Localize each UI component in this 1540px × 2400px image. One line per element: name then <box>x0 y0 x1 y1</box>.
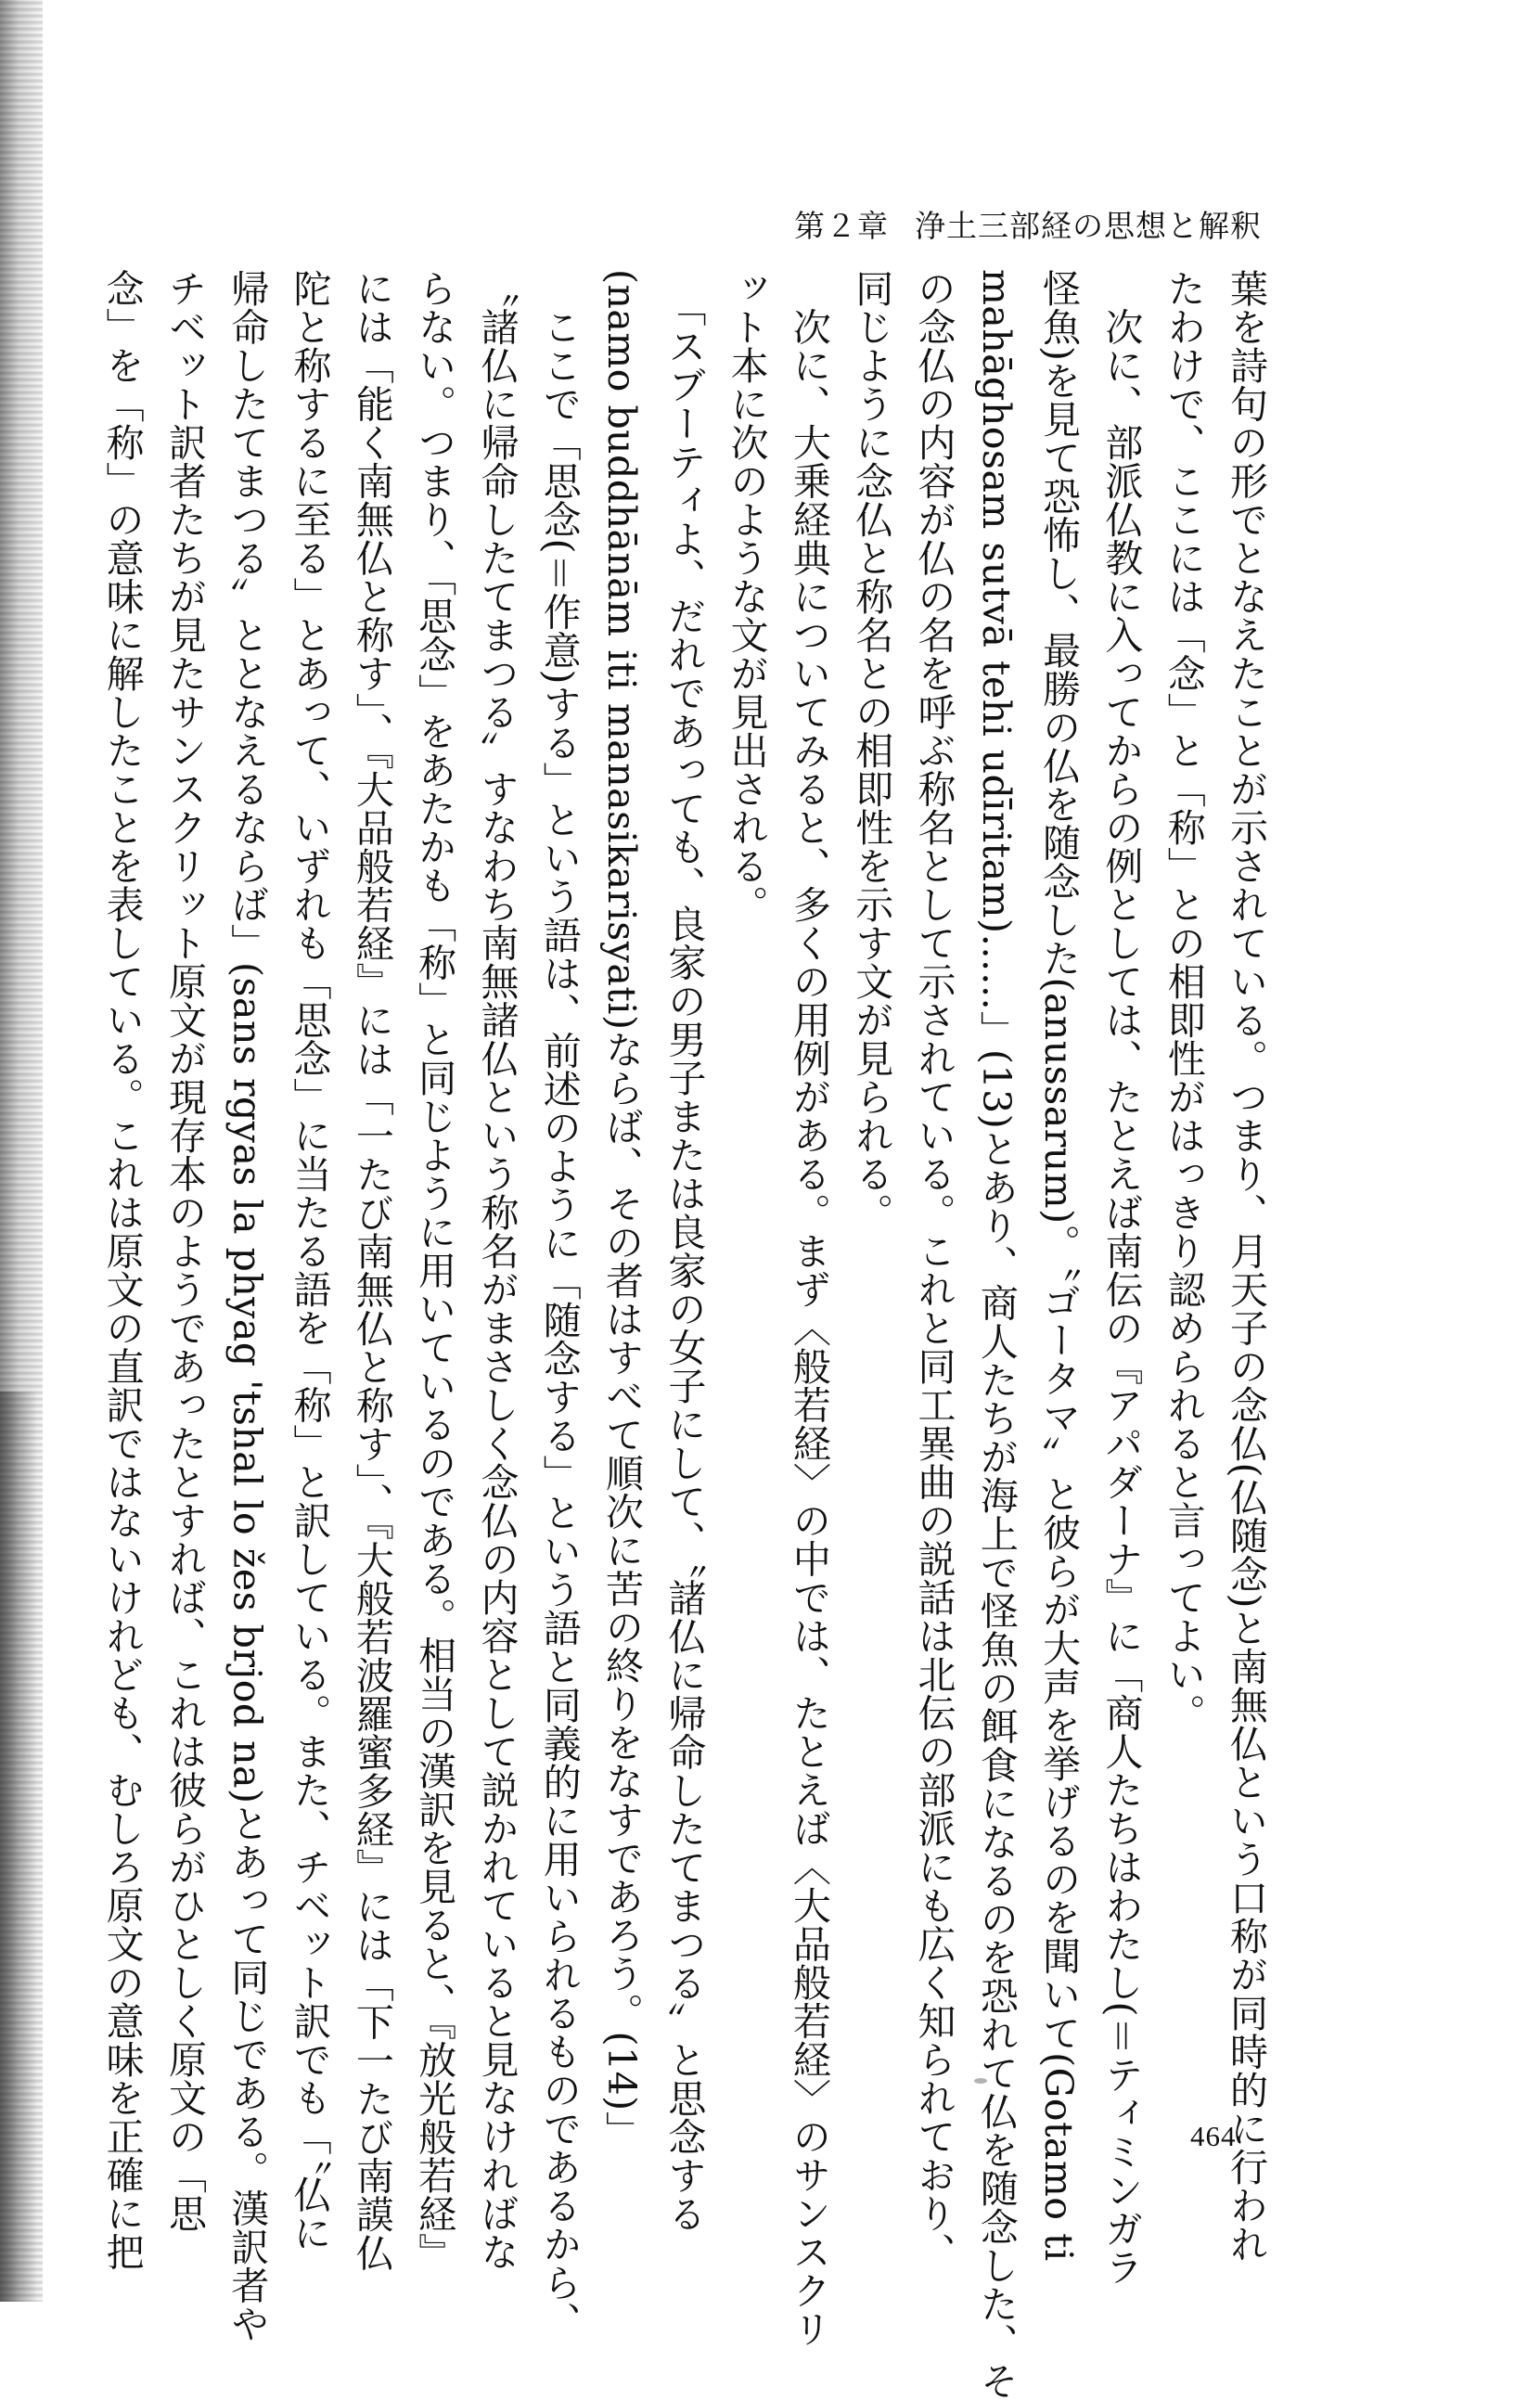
text-line: 陀と称するに至る」とあって、いずれも「思念」に当たる語を「称」と訳している。また、チベット訳でも「〝仏に <box>287 269 332 2252</box>
text-line: 次に、部派仏教に入ってからの例としては、たとえば南伝の『アパダーナ』に「商人たちはわたし(＝ティミンガラ <box>1098 269 1144 2287</box>
scan-smudge <box>974 2078 987 2084</box>
chapter-title: 浄土三部経の思想と解釈 <box>915 208 1262 244</box>
text-line: mahāghosam sutvā tehi udīritam)……」(13)とあり、商人たちが海上で怪魚の餌食になるのを恐れて仏を随念した、そ <box>973 269 1019 2400</box>
text-line: の念仏の内容が仏の名を呼ぶ称名として示されている。これと同工異曲の説話は北伝の部派にも広く知られており、 <box>911 269 956 2271</box>
text-line: 〝諸仏に帰命したてまつる〟すなわち南無諸仏という称名がまさしく念仏の内容として説かれていると見なければな <box>474 269 520 2271</box>
chapter-number: 第２章 <box>794 208 889 244</box>
page-number: 464 <box>1190 2120 1237 2152</box>
text-line: 同じように念仏と称名との相即性を示す文が見られる。 <box>849 269 894 1232</box>
text-line: 葉を詩句の形でとなえたことが示されている。つまり、月天子の念仏(仏随念)と南無仏という口称が同時的に行われ <box>1224 269 1268 2264</box>
text-line: チベット訳者たちが見たサンスクリット原文が現存本のようであったとすれば、これは彼らがひとしく原文の「思 <box>161 269 207 2233</box>
running-header <box>794 202 1262 246</box>
text-line: 怪魚)を見て恐怖し、最勝の仏を随念した(anussarum)。〝ゴータマ〟と彼らが大声を挙げるのを聞いて(Gotamo ti <box>1036 269 1082 2262</box>
text-line: 帰命したてまつる〟ととなえるならば」(sans rgyas la phyag 'tshal lo žes brjod na)とあって同じである。漢訳者や <box>225 269 270 2343</box>
text-line: には「能く南無仏と称す」、『大品般若経』には「一たび南無仏と称す」、『大般若波羅蜜多経』には「下一たび南謨仏 <box>349 269 394 2272</box>
body-text <box>61 269 1277 2400</box>
text-line: たわけで、ここには「念」と「称」との相即性がはっきり認められると言ってよい。 <box>1161 269 1206 1732</box>
text-line: 「スブーティよ、だれであっても、良家の男子または良家の女子にして、〝諸仏に帰命したてまつる〟と思念する <box>661 269 707 2233</box>
text-line: 念」を「称」の意味に解したことを表している。これは原文の直訳ではないけれども、むしろ原文の意味を正確に把 <box>99 269 145 2271</box>
scan-shadow-edge-lower <box>0 1392 37 2302</box>
text-line: (namo buddhānām iti manasikarisyati)ならば、その者はすべて順次に苦の終りをなすであろう。(14)」 <box>599 269 645 2150</box>
text-line: らない。つまり、「思念」をあたかも「称」と同じように用いているのである。相当の漢訳を見ると、『放光般若経』 <box>412 269 457 2272</box>
text-line: ここで「思念(＝作意)する」という語は、前述のように「随念する」という語と同義的に用いられるものであるから、 <box>536 269 582 2341</box>
text-line: ット本に次のような文が見出される。 <box>724 269 769 924</box>
text-line: 次に、大乗経典についてみると、多くの用例がある。まず〈般若経〉の中では、たとえば〈大品般若経〉のサンスクリ <box>786 269 831 2348</box>
